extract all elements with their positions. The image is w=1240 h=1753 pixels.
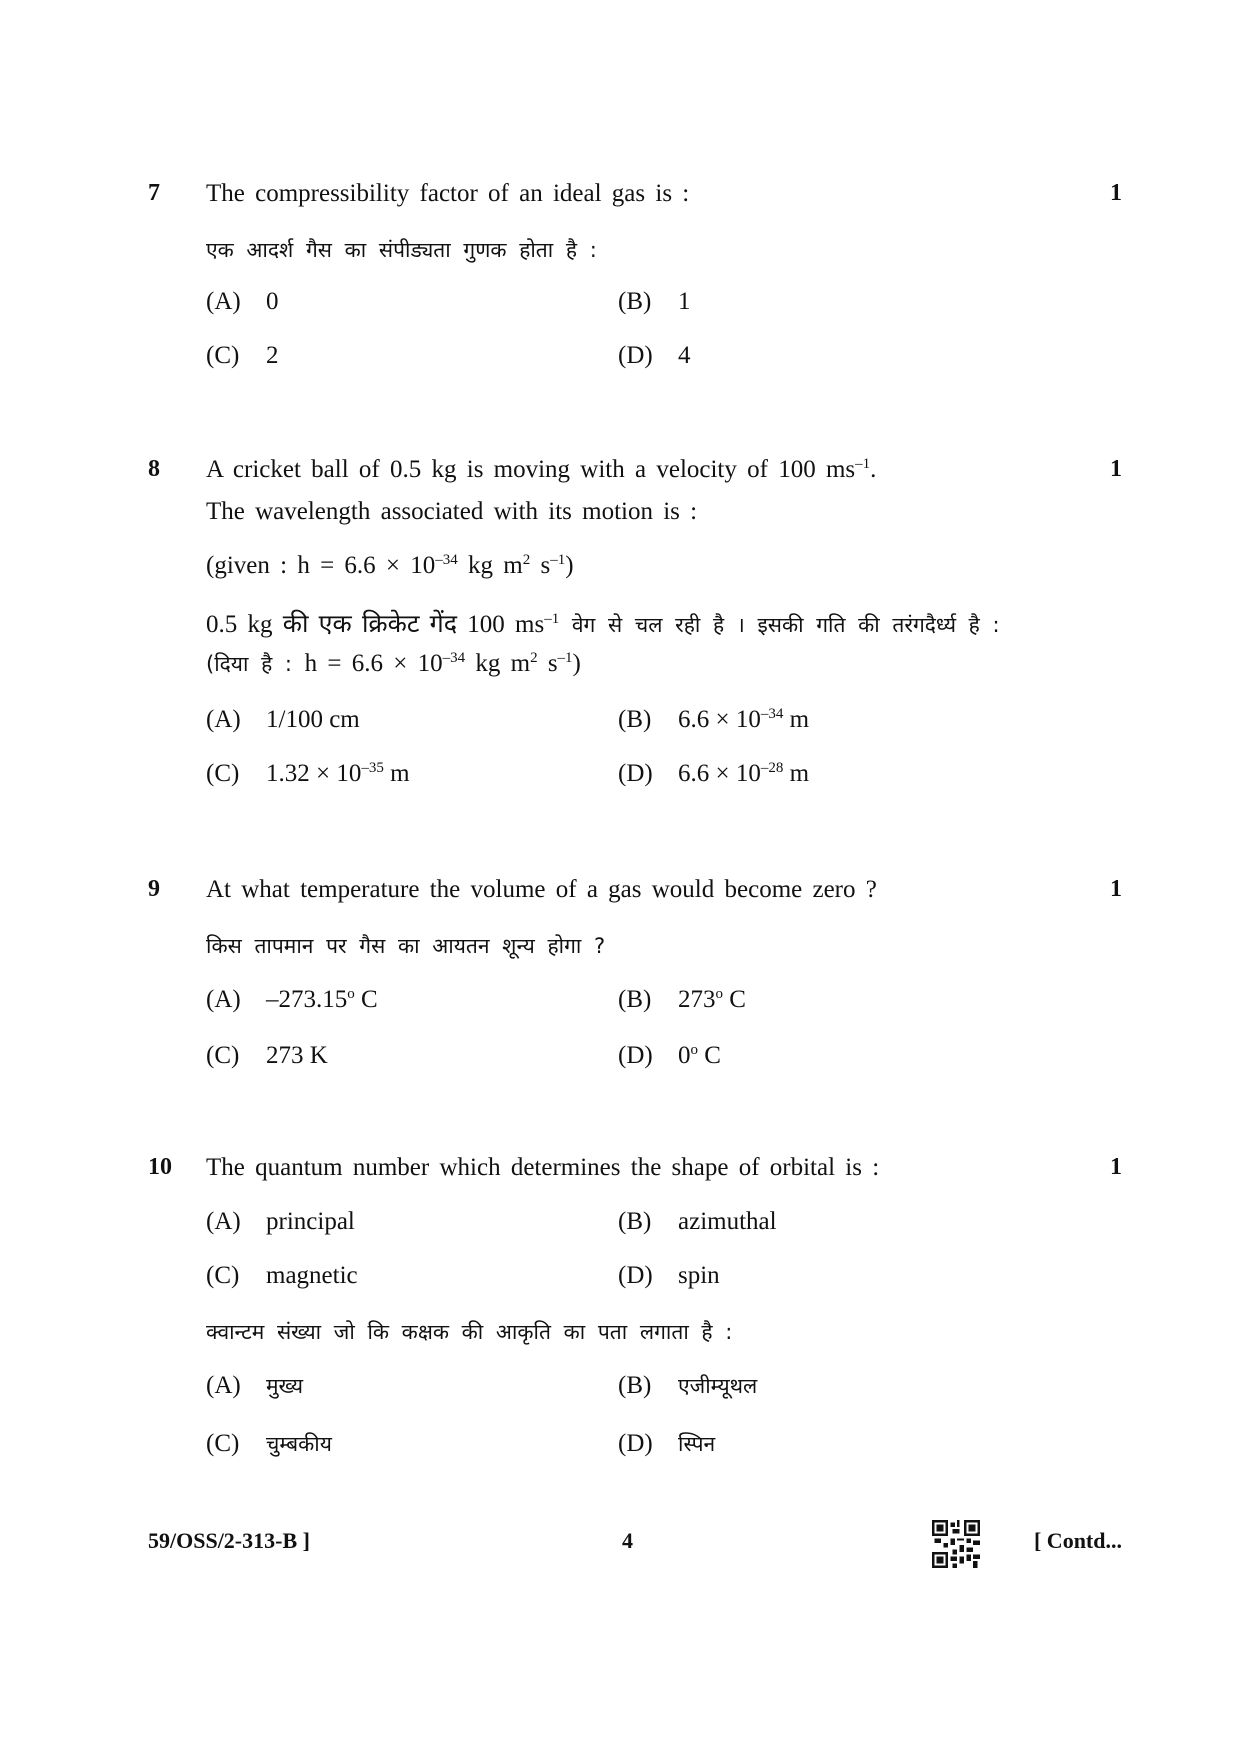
option-b: (B) $6.6 \times 10^{-34}$ m [618, 706, 810, 733]
option-c: (C) $1.32 \times 10^{-35}$ m [206, 760, 410, 787]
question-number: 8 [148, 456, 160, 482]
option-d: (D) 0$^o$ C [618, 1042, 721, 1069]
option-c: (C) 2 [206, 342, 279, 369]
option-d: (D) $6.6 \times 10^{-28}$ m [618, 760, 810, 787]
option-a: (A) principal [206, 1208, 355, 1235]
question-marks: 1 [1110, 876, 1122, 902]
option-b: (B) 273$^o$ C [618, 986, 746, 1013]
continued-label: [ Contd... [1033, 1528, 1122, 1553]
question-text-en: The quantum number which determines the shape of orbital is : [206, 1154, 880, 1181]
given-constant-en: (given : $h = 6.6 \times 10^{-34}$ kg $m^2$ $s^{-1}$) [206, 552, 574, 579]
question-text-hi: एक आदर्श गैस का संपीड्यता गुणक होता है : [206, 238, 597, 262]
question-text-en: The compressibility factor of an ideal gas is : [206, 180, 690, 207]
qr-code-icon [932, 1520, 980, 1568]
option-c: (C) 273 K [206, 1042, 328, 1069]
option-a: (A) 1/100 cm [206, 706, 360, 733]
option-c-hi: (C) चुम्बकीय [206, 1430, 332, 1457]
page-number: 4 [622, 1528, 633, 1553]
option-c: (C) magnetic [206, 1262, 358, 1289]
option-d-hi: (D) स्पिन [618, 1430, 716, 1457]
option-a: (A) –273.15$^o$ C [206, 986, 378, 1013]
question-text-en-line1: A cricket ball of 0.5 kg is moving with a velocity of 100 $ms^{-1}$. [206, 456, 877, 483]
question-number: 10 [148, 1154, 172, 1180]
question-text-hi: क्वान्टम संख्या जो कि कक्षक की आकृति का पता लगाता है : [206, 1320, 733, 1344]
option-a-hi: (A) मुख्य [206, 1372, 304, 1399]
question-text-en: At what temperature the volume of a gas would become zero ? [206, 876, 877, 903]
option-b: (B) 1 [618, 288, 691, 315]
option-d: (D) spin [618, 1262, 720, 1289]
page-footer [0, 1528, 1240, 1568]
question-text-hi: 0.5 kg की एक क्रिकेट गेंद 100 $ms^{-1}$ वेग से चल रही है । इसकी गति की तरंगदैर्ध्य है : [206, 611, 1000, 638]
given-constant-hi: (दिया है : $h = 6.6 \times 10^{-34}$ kg $m^2$ $s^{-1}$) [206, 650, 581, 677]
question-text-en-line2: The wavelength associated with its motion is : [206, 498, 698, 525]
question-number: 9 [148, 876, 160, 902]
option-b-hi: (B) एजीम्यूथल [618, 1372, 758, 1399]
paper-code: 59/OSS/2-313-B ] [148, 1528, 310, 1553]
question-marks: 1 [1110, 1154, 1122, 1180]
option-d: (D) 4 [618, 342, 691, 369]
question-number: 7 [148, 180, 160, 206]
question-marks: 1 [1110, 456, 1122, 482]
question-marks: 1 [1110, 180, 1122, 206]
option-a: (A) 0 [206, 288, 279, 315]
option-b: (B) azimuthal [618, 1208, 777, 1235]
question-text-hi: किस तापमान पर गैस का आयतन शून्य होगा ? [206, 934, 606, 958]
